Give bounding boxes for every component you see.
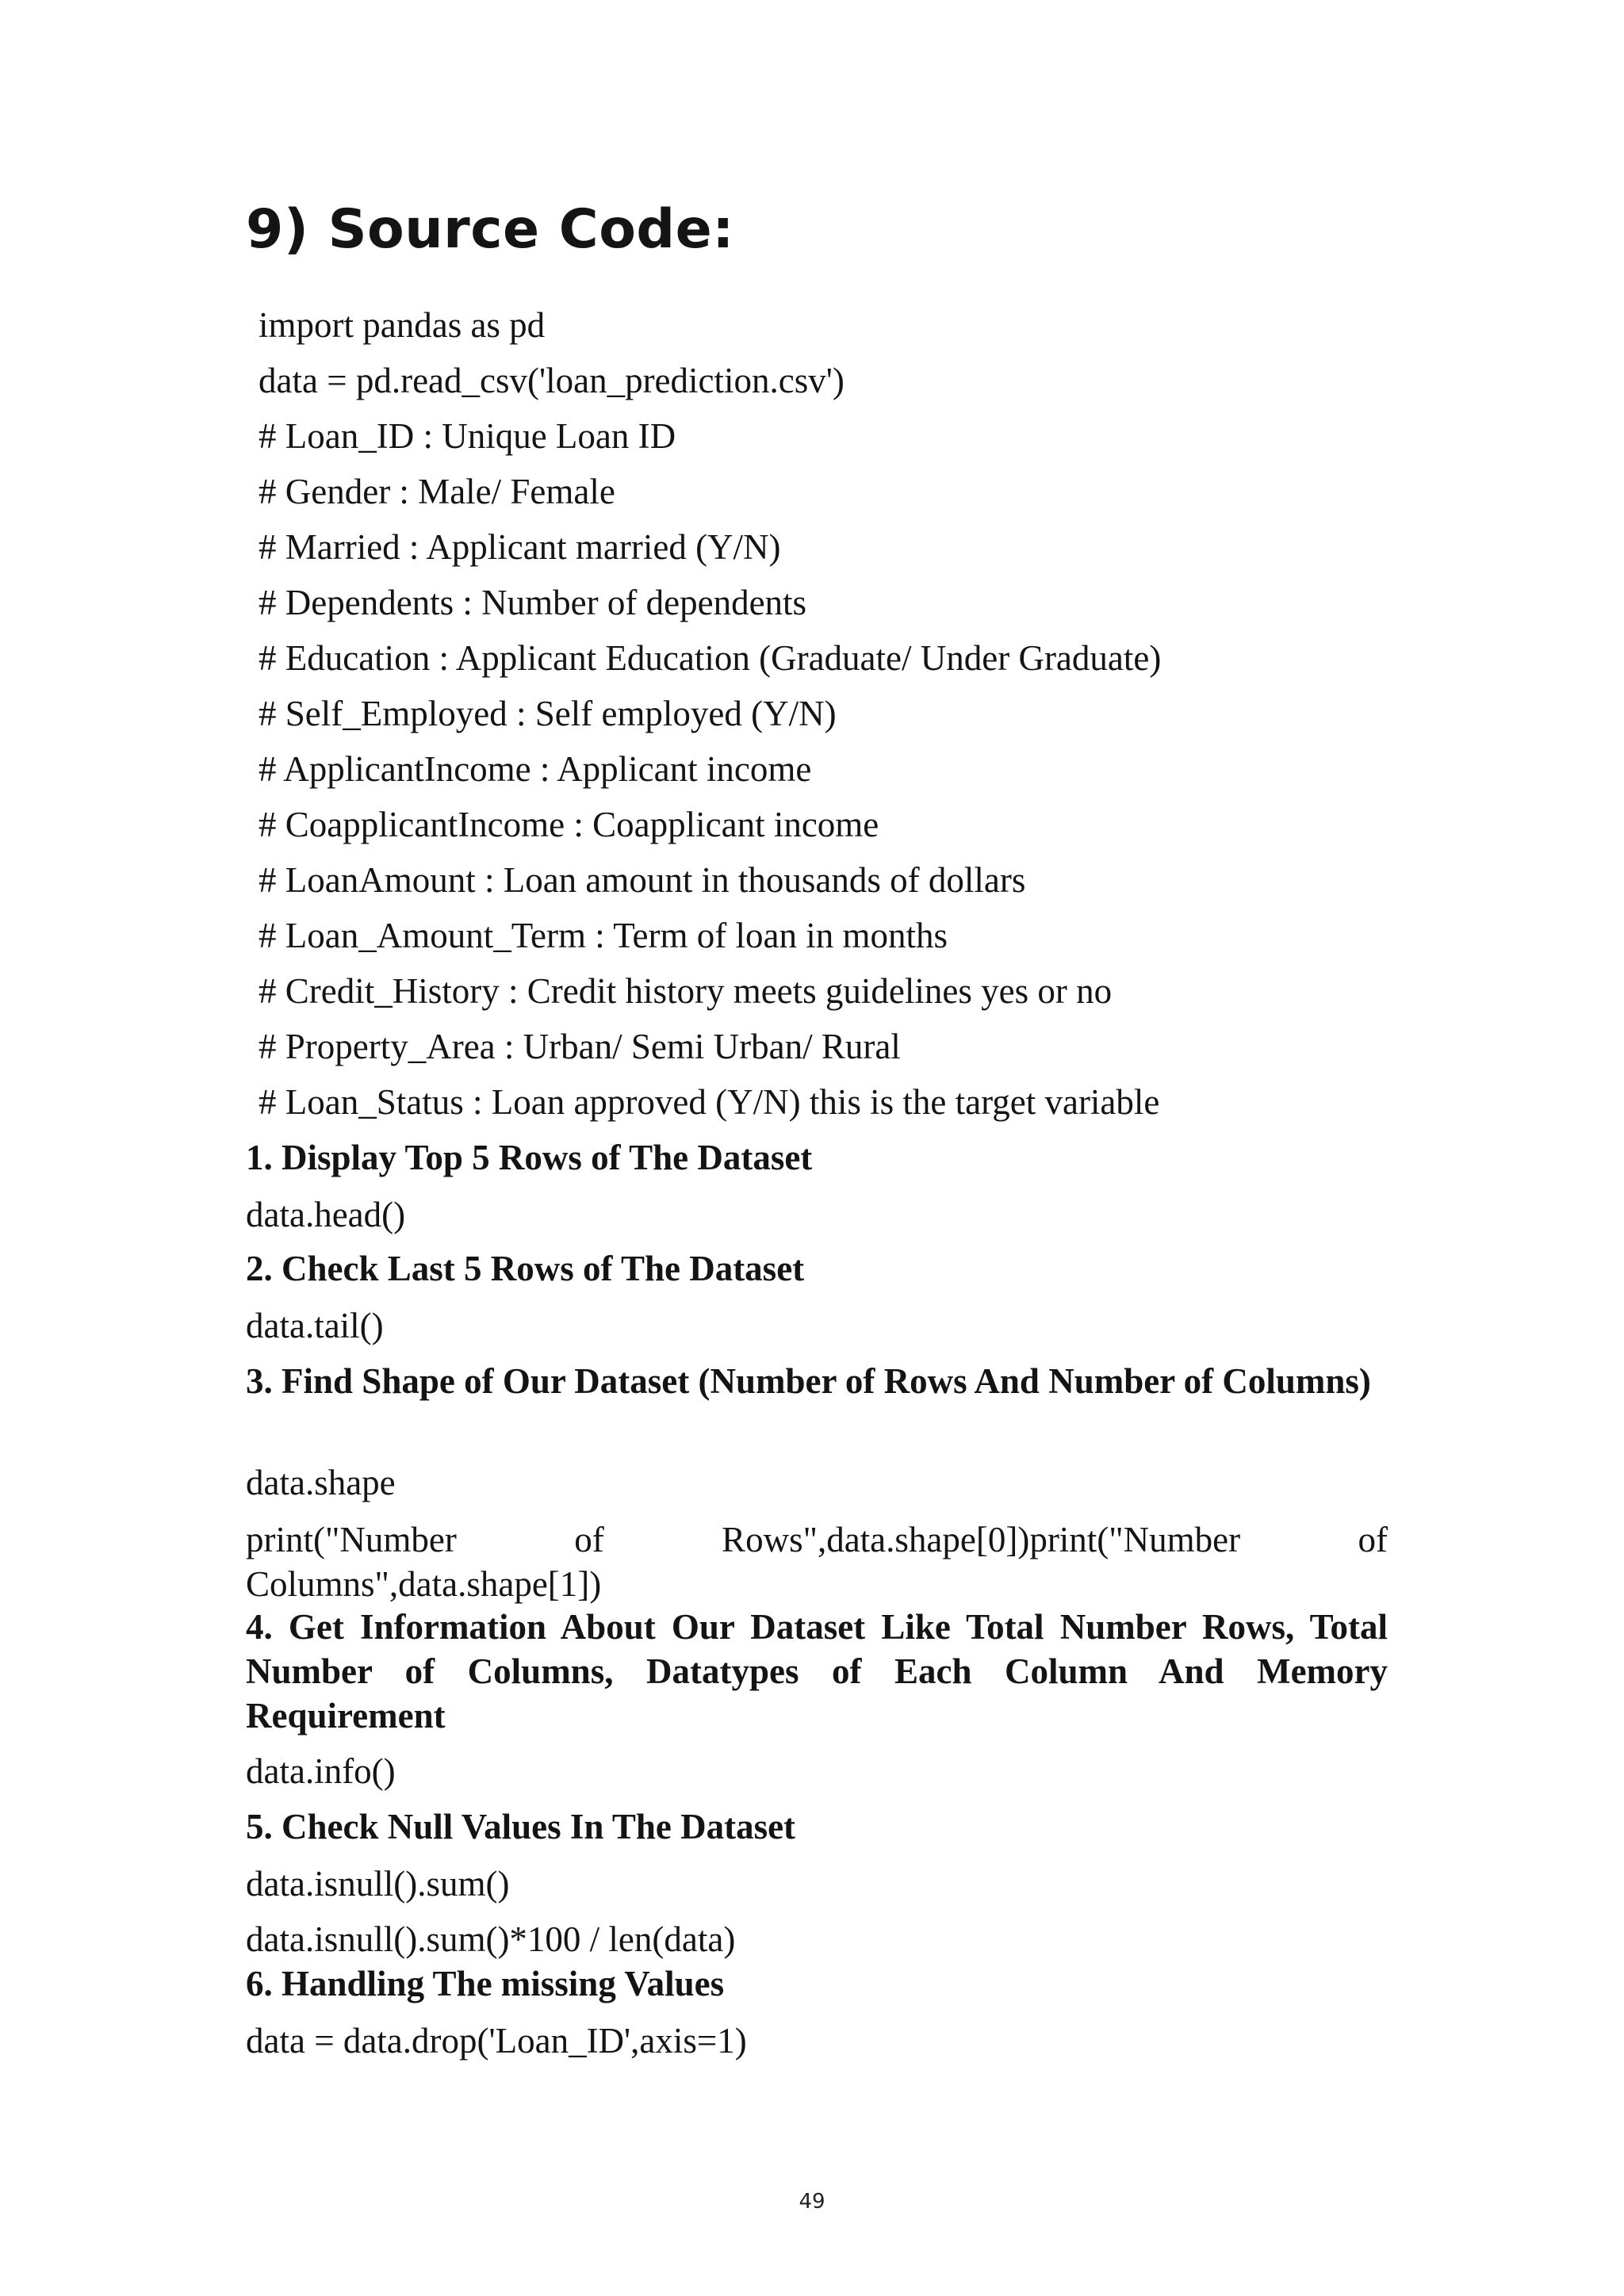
code-line-read-csv: data = pd.read_csv('loan_prediction.csv') [259,361,845,400]
page-number: 49 [799,2190,825,2214]
step-5-title: 5. Check Null Values In The Dataset [246,1807,796,1846]
comment-property-area: # Property_Area : Urban/ Semi Urban/ Rural [259,1027,901,1066]
comment-married: # Married : Applicant married (Y/N) [259,527,781,567]
step-1-title: 1. Display Top 5 Rows of The Dataset [246,1138,813,1177]
step-3-print-code: print("Number of Rows",data.shape[0])print("Number of Columns",data.shape[1]) [246,1520,1388,1604]
comment-loan-amount-term: # Loan_Amount_Term : Term of loan in months [259,916,948,955]
step-1-code: data.head() [246,1195,406,1234]
step-4-code: data.info() [246,1751,396,1791]
step-4-title: 4. Get Information About Our Dataset Like Total Number Rows, Total Number of Columns, Datatypes of Each Column And Memory Requirement [246,1607,1388,1735]
step-3-code: data.shape [246,1463,396,1502]
step-3-title: 3. Find Shape of Our Dataset (Number of Rows And Number of Columns) [246,1361,1371,1401]
comment-applicant-income: # ApplicantIncome : Applicant income [259,749,812,789]
step-6-title: 6. Handling The missing Values [246,1964,725,2003]
comment-education: # Education : Applicant Education (Graduate/ Under Graduate) [259,638,1162,678]
comment-credit-history: # Credit_History : Credit history meets guidelines yes or no [259,971,1113,1011]
step-2-title: 2. Check Last 5 Rows of The Dataset [246,1249,805,1288]
comment-gender: # Gender : Male/ Female [259,472,615,511]
comment-self-employed: # Self_Employed : Self employed (Y/N) [259,694,837,733]
step-2-code: data.tail() [246,1306,384,1345]
step-6-code: data = data.drop('Loan_ID',axis=1) [246,2021,747,2061]
section-heading: 9) Source Code: [246,198,734,261]
code-line-import: import pandas as pd [259,305,546,345]
step-5-code-percent: data.isnull().sum()*100 / len(data) [246,1919,736,1959]
comment-loan-status: # Loan_Status : Loan approved (Y/N) this is the target variable [259,1082,1160,1122]
comment-loan-amount: # LoanAmount : Loan amount in thousands of dollars [259,860,1026,900]
step-5-code: data.isnull().sum() [246,1864,510,1904]
comment-loan-id: # Loan_ID : Unique Loan ID [259,416,676,456]
comment-coapplicant-income: # CoapplicantIncome : Coapplicant income [259,805,879,844]
comment-dependents: # Dependents : Number of dependents [259,583,807,622]
